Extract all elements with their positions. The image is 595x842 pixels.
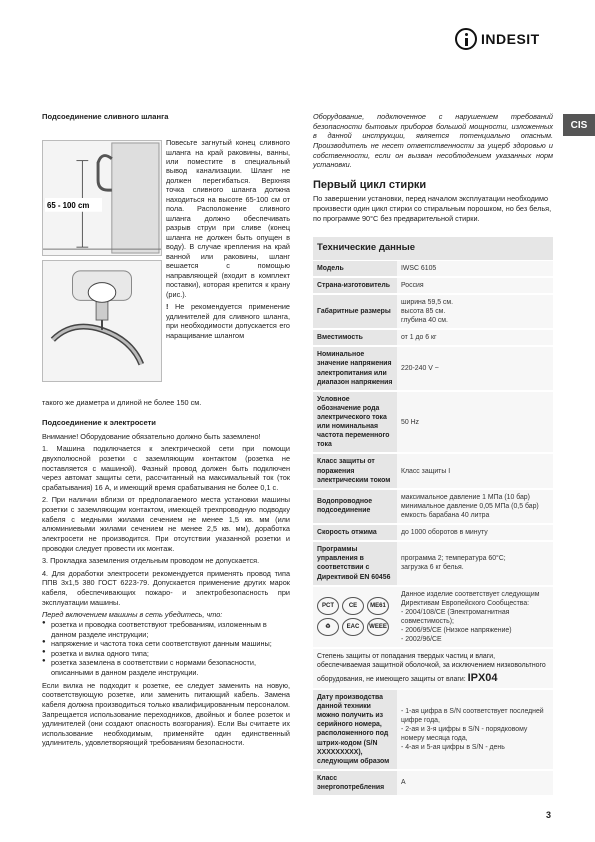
drain-height-figure [42,140,162,256]
drain-text: Повесьте загнутый конец сливного шланга на край раковины, ванны, или поместите в специальный вывод канализации. Шланг не должен перегибаться. Верхняя точка сливного шланга должна находиться на высоте 65-100 см от пола. Расположение сливного шланга должно обеспечивать разрыв струи при сливе (конец шланга не должен быть опущен в воду). В случае крепления на край ванной или раковины, шланг вешается с помощью направляющей (входит в комплект поставки), которая крепится к крану (рис.). [166,138,290,299]
spec-key: Скорость отжима [313,524,397,541]
brand-name: INDESIT [481,31,540,47]
spec-key: Программы управления в соответствии с Директивой EN 60456 [313,541,397,585]
tap-hose-figure [42,260,162,382]
directive-text: Данное изделие соответствует следующим Директивам Европейского Сообщества: - 2004/108/CE (Электромагнитная совместимость); - 2006/95/CE (Низкое напряжение) - 2002/96/CE [397,586,553,649]
table-row [313,260,553,277]
table-row [313,453,553,488]
spec-value: - 1-ая цифра в S/N соответствует последней цифре года, - 2-ая и 3-я цифры в S/N - порядковому номеру месяца года, - 4-ая и 5-ая цифры в S/N - день [397,689,553,770]
table-row [313,489,553,524]
spec-value: 50 Hz [397,391,553,454]
table-row [313,524,553,541]
cert-marks [313,586,397,649]
language-tab: CIS [563,114,595,136]
spec-title: Технические данные [313,237,553,260]
ip-text: Степень защиты от попадания твердых частиц и влаги, обеспечиваемая защитной оболочкой, за исключением низковольтного оборудования, не имеющего защиты от влаги: [317,653,546,683]
drain-section [42,126,290,396]
electric-p4: 4. Для доработки электросети рекомендуется применять провод типа ППВ 3x1,5 380 ГОСТ 6223-79. Допускается применение других марок кабеля, обеспечивающих пожаро- и электробезопасность при эксплуатации машины. [42,568,290,607]
table-row [313,294,553,329]
spec-key: Дату производства данной техники можно получить из серийного номера, расположенного под штрих-кодом (S/N XXXXXXXXX), следующим образом [313,689,397,770]
check-intro: Перед включением машины в сеть убедитесь, что: [42,610,223,620]
indesit-logo-icon [455,28,477,50]
spec-value: A [397,770,553,796]
ip-code: IPX04 [467,671,498,684]
spec-value: Россия [397,277,553,294]
first-cycle-heading: Первый цикл стирки [313,178,427,191]
spec-key: Водопроводное подсоединение [313,489,397,524]
spec-value: программа 2; температура 60°С; загрузка 6 кг белья. [397,541,553,585]
spec-value: Класс защиты I [397,453,553,488]
page-number: 3 [546,810,552,820]
electric-p2: 2. При наличии вблизи от предполагаемого места установки машины розетки с заземляющим контактом, имеющей трехпроводную подводку кабеля с медными жилами сечением не менее 1,5 кв. мм (или алюминиевыми жилами сечением не менее 2,5 кв. мм), доработка электросети не производится. При отсутствии указанной розетки и проводки следует провести их монтаж. [42,495,290,553]
spec-value: максимальное давление 1 МПа (10 бар) минимальное давление 0,05 МПа (0,5 бар) емкость барабана 40 литра [397,489,553,524]
height-label: 65 - 100 cm [46,200,90,210]
spec-key: Габаритные размеры [313,294,397,329]
list-item: ● розетка заземлена в соответствии с нормами безопасности, описанными в данном разделе инструкции. [42,658,290,677]
warning-icon: ! [166,302,169,312]
drain-warning [166,302,290,340]
table-row [313,329,553,346]
me61-mark-icon: ME61 [367,597,389,615]
drain-warning-text: Не рекомендуется применение удлинителей для сливного шланга, при необходимости допускается его наращивание шлангом [166,302,290,340]
eac-mark-icon: EAC [342,618,364,636]
spec-value: IWSC 6105 [397,260,553,277]
spec-value: 220-240 V ~ [397,346,553,390]
table-row [313,541,553,585]
electric-attention: Внимание! Оборудование обязательно должно быть заземлено! [42,431,261,441]
list-item: ● розетка и вилка одного типа; [42,649,290,659]
electric-heading: Подсоединение к электросети [42,417,156,427]
spec-value: от 1 до 6 кг [397,329,553,346]
spec-table [313,237,553,797]
spec-key: Модель [313,260,397,277]
electric-p3: 3. Прокладка заземления отдельным проводом не допускается. [42,556,260,566]
electric-p5: Если вилка не подходит к розетке, ее следует заменить на новую, соответствующую розетке, или заменить питающий кабель. Замена кабеля должна производиться только квалифицированным персоналом. Запрещается использование переходников, двойных и более розеток и удлинителей (они создают опасность возгорания). Если Вы считаете их использование необходимым, применяйте один единственный удлинитель, удовлетворяющий требованиям безопасности. [42,680,290,748]
ce-mark-icon: CE [342,597,364,615]
electric-p1: 1. Машина подключается к электрической сети при помощи двухполюсной розетки с заземляющим контактом (розетка не поставляется с машиной). Фазный провод должен быть подключен через автомат защиты сети, рассчитанный на максимальный ток (ток срабатывания) 16 А, и имеющий время срабатывания не более 0,1 с. [42,444,290,492]
pct-mark-icon: PCT [317,597,339,615]
table-row [313,689,553,770]
drain-warning-tail: такого же диаметра и длиной не более 150 см. [42,398,202,408]
spec-key: Класс защиты от поражения электрическим током [313,453,397,488]
table-row [313,586,553,649]
list-item: ● розетка и проводка соответствуют требованиям, изложенным в данном разделе инструкции; [42,620,290,639]
ip-row [313,648,553,689]
list-item: ● напряжение и частота тока сети соответствуют данным машины; [42,639,290,649]
spec-key: Вместимость [313,329,397,346]
weee-bin-icon: WEEE [367,618,389,636]
spec-key: Условное обозначение рода электрического тока или номинальная частота переменного тока [313,391,397,454]
first-cycle-text: По завершении установки, перед началом эксплуатации необходимо произвести один цикл стирки со стиральным порошком, но без белья, по программе 90°С без предварительной стирки. [313,194,552,223]
left-column [42,112,290,748]
recycle-icon: ♻ [317,618,339,636]
spec-key: Класс энергопотребления [313,770,397,796]
table-row [313,648,553,689]
table-row [313,346,553,390]
spec-key: Номинальное значение напряжения электропитания или диапазон напряжения [313,346,397,390]
table-row [313,277,553,294]
table-row [313,391,553,454]
drain-heading: Подсоединение сливного шланга [42,112,169,121]
spec-value: до 1000 оборотов в минуту [397,524,553,541]
brand-logo [455,28,540,50]
spec-key: Страна-изготовитель [313,277,397,294]
spec-value: ширина 59,5 см. высота 85 см. глубина 40 см. [397,294,553,329]
table-row [313,770,553,796]
check-list [42,620,290,678]
safety-notice: Оборудование, подключенное с нарушением требований безопасности бытовых приборов большой мощности, изложенных в данной инструкции, является потенциально опасным. Производитель не несет ответственности за ущерб здоровью и собственности, если он вызван несоблюдением указанных норм установки. [313,112,553,170]
right-column [313,112,553,797]
drain-instructions [166,138,290,340]
